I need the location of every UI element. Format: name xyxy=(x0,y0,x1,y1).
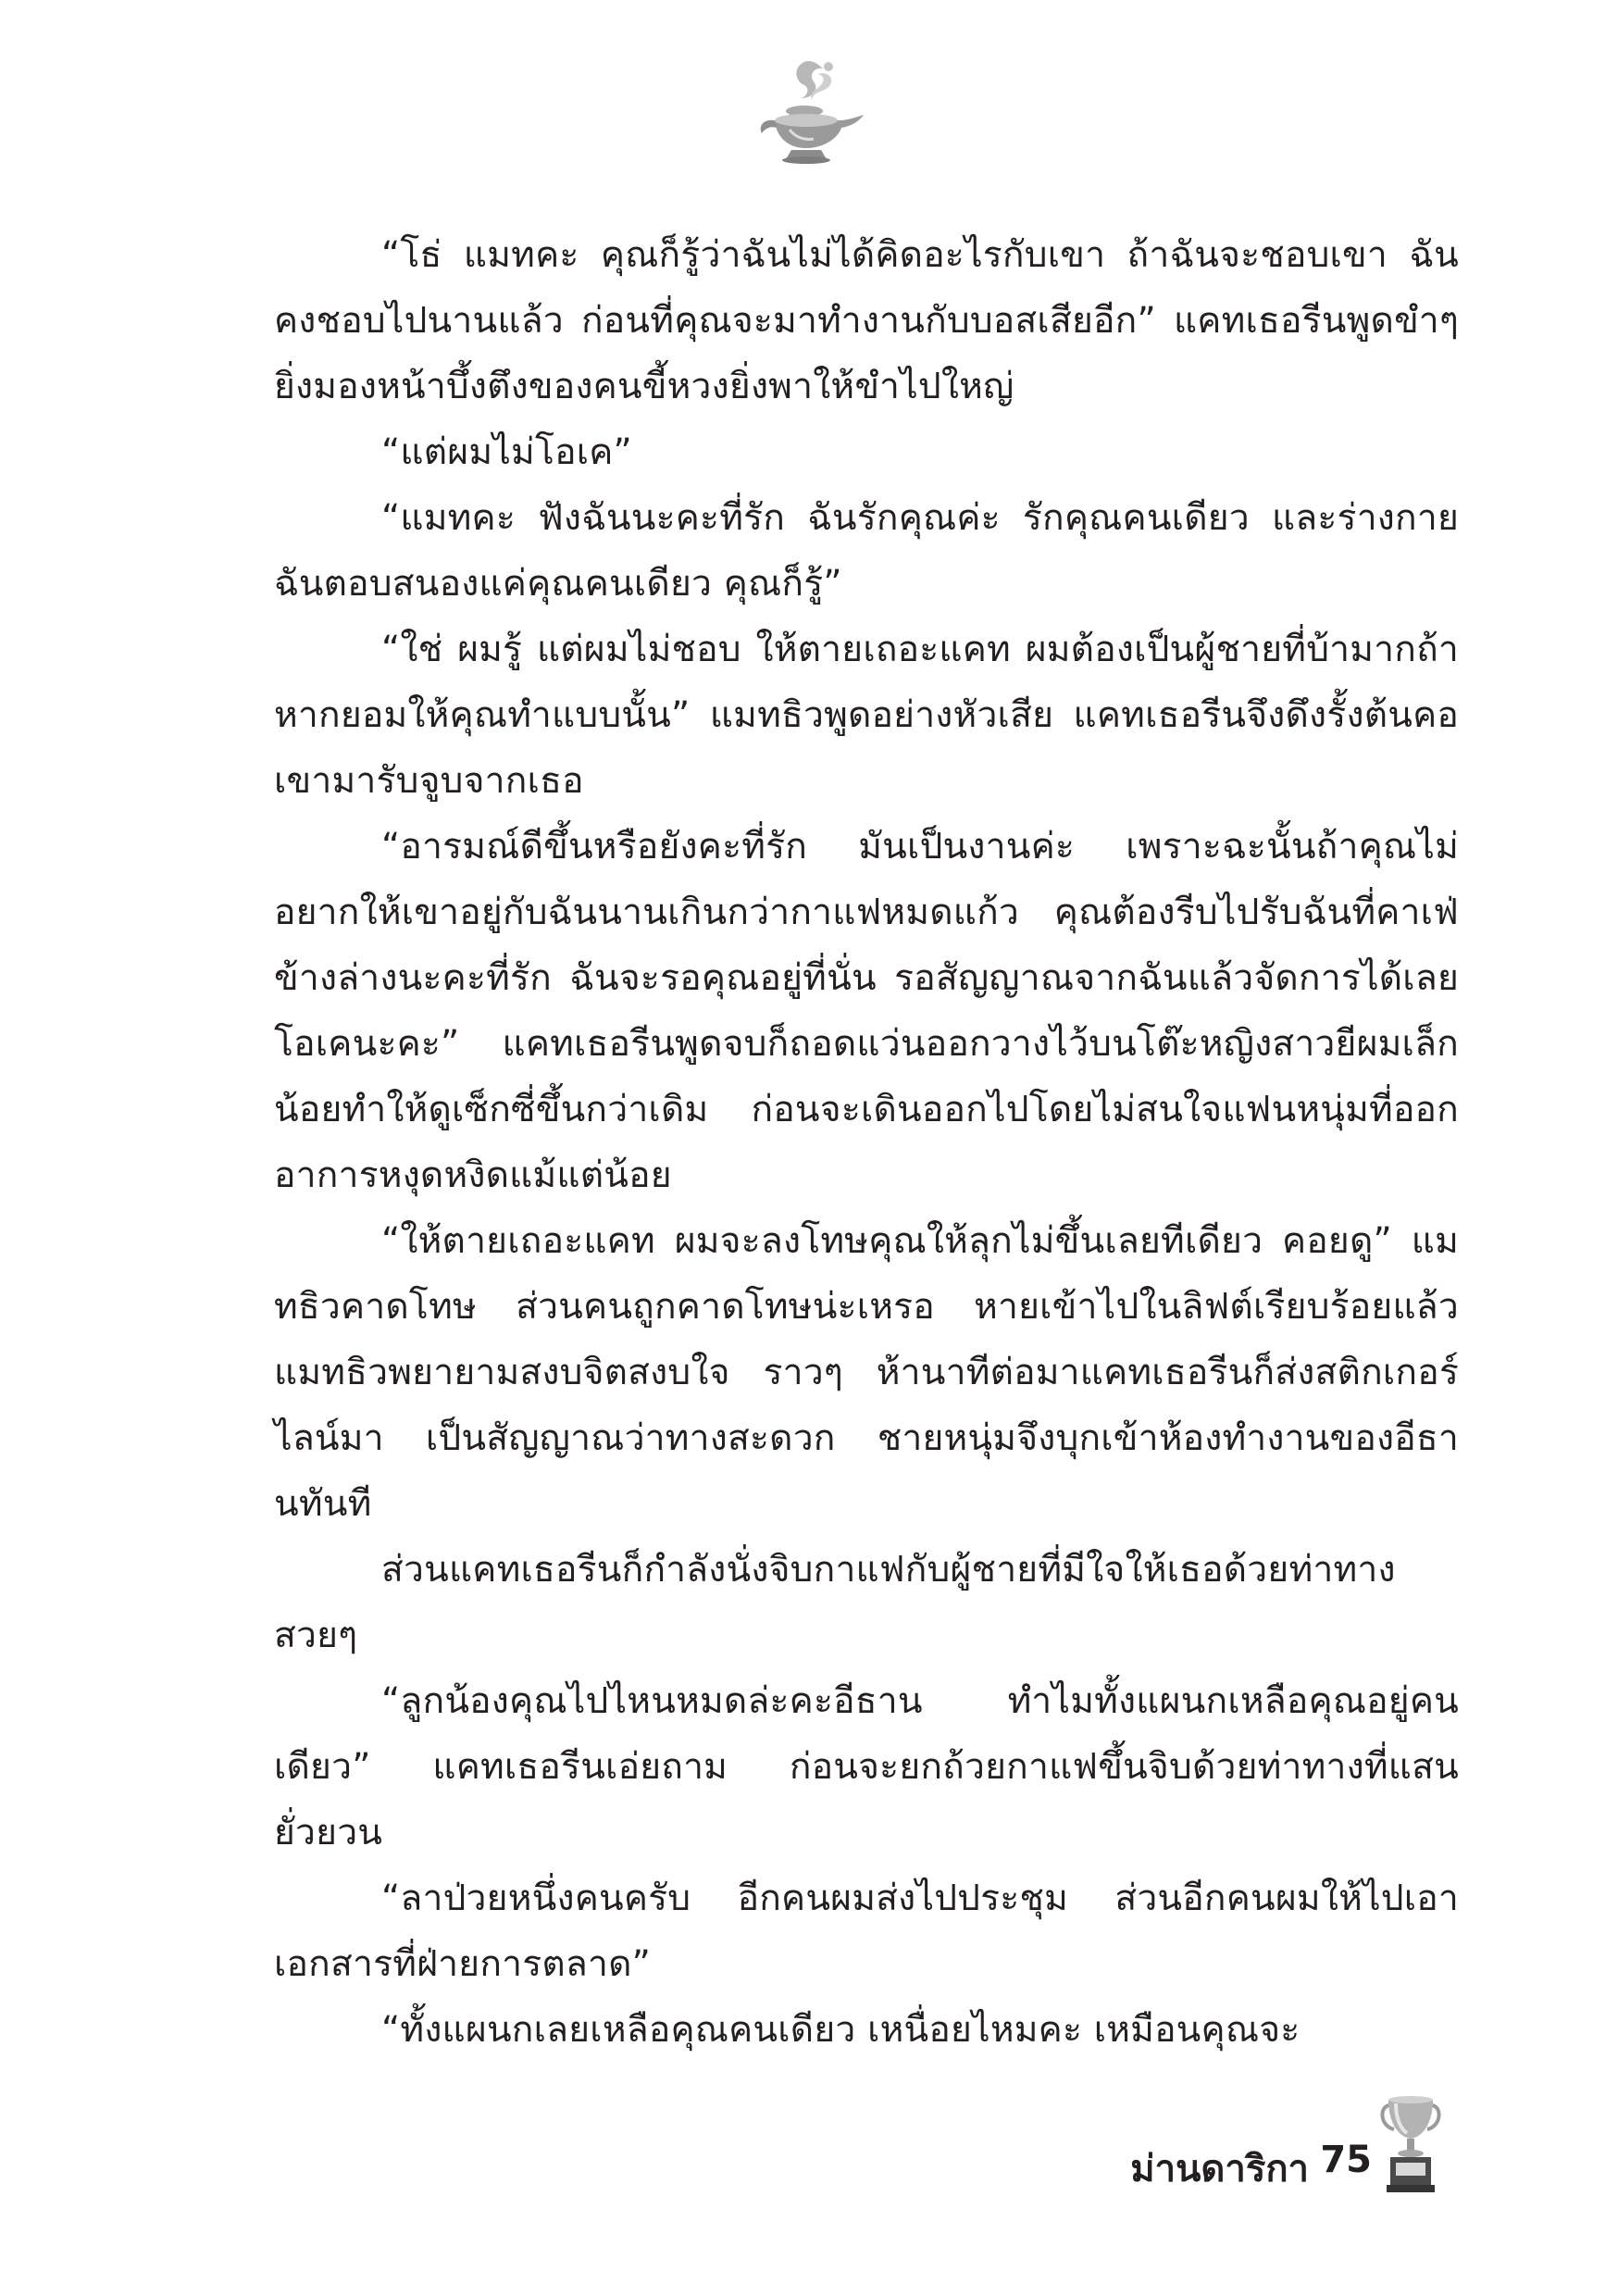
paragraph: “อารมณ์ดีขึ้นหรือยังคะที่รัก มันเป็นงานค่ะ เพราะฉะนั้นถ้าคุณไม่อยากให้เขาอยู่กับฉันนานเกินกว่ากาแฟหมดแก้ว คุณต้องรีบไปรับฉันที่คาเฟ่ข้างล่างนะคะที่รัก ฉันจะรอคุณอยู่ที่นั่น รอสัญญาณจากฉันแล้วจัดการได้เลย โอเคนะคะ” แคทเธอรีนพูดจบก็ถอดแว่นออกวางไว้บนโต๊ะหญิงสาวยีผมเล็กน้อยทำให้ดูเซ็กซี่ขึ้นกว่าเดิม ก่อนจะเดินออกไปโดยไม่สนใจแฟนหนุ่มที่ออกอาการหงุดหงิดแม้แต่น้อย xyxy=(274,826,1459,1196)
paragraph: “ให้ตายเถอะแคท ผมจะลงโทษคุณให้ลุกไม่ขึ้นเลยทีเดียว คอยดู” แมทธิวคาดโทษ ส่วนคนถูกคาดโทษน่ะเหรอ หายเข้าไปในลิฟต์เรียบร้อยแล้ว แมทธิวพยายามสงบจิตสงบใจ ราวๆ ห้านาทีต่อมาแคทเธอรีนก็ส่งสติกเกอร์ไลน์มา เป็นสัญญาณว่าทางสะดวก ชายหนุ่มจึงบุกเข้าห้องทำงานของอีธานทันที xyxy=(274,1220,1459,1525)
book-title: ม่านดาริกา xyxy=(1130,2148,1309,2190)
paragraph: “ทั้งแผนกเลยเหลือคุณคนเดียว เหนื่อยไหมคะ เหมือนคุณจะ xyxy=(381,2009,1301,2051)
paragraph: “แต่ผมไม่โอเค” xyxy=(381,431,632,473)
paragraph: “ลาป่วยหนึ่งคนครับ อีกคนผมส่งไปประชุม ส่วนอีกคนผมให้ไปเอาเอกสารที่ฝ่ายการตลาด” xyxy=(274,1878,1459,1985)
page-number: 75 xyxy=(1320,2139,1372,2181)
paragraph: “ลูกน้องคุณไปไหนหมดล่ะคะอีธาน ทำไมทั้งแผนกเหลือคุณอยู่คนเดียว” แคทเธอรีนเอ่ยถาม ก่อนจะยกถ้วยกาแฟขึ้นจิบด้วยท่าทางที่แสนยั่วยวน xyxy=(274,1680,1459,1853)
genie-lamp-icon xyxy=(749,54,869,174)
trophy-icon xyxy=(1377,2094,1444,2196)
paragraph: “โธ่ แมทคะ คุณก็รู้ว่าฉันไม่ได้คิดอะไรกับเขา ถ้าฉันจะชอบเขา ฉันคงชอบไปนานแล้ว ก่อนที่คุณจะมาทำงานกับบอสเสียอีก” แคทเธอรีนพูดขำๆ ยิ่งมองหน้าบึ้งตึงของคนขี้หวงยิ่งพาให้ขำไปใหญ่ xyxy=(274,234,1459,407)
paragraph: ส่วนแคทเธอรีนก็กำลังนั่งจิบกาแฟกับผู้ชายที่มีใจให้เธอด้วยท่าทางสวยๆ xyxy=(274,1549,1396,1656)
chapter-body xyxy=(274,222,1459,2063)
paragraph: “แมทคะ ฟังฉันนะคะที่รัก ฉันรักคุณค่ะ รักคุณคนเดียว และร่างกายฉันตอบสนองแค่คุณคนเดียว คุณก็รู้” xyxy=(274,497,1459,605)
page-footer xyxy=(1064,2094,1472,2205)
paragraph: “ใช่ ผมรู้ แต่ผมไม่ชอบ ให้ตายเถอะแคท ผมต้องเป็นผู้ชายที่บ้ามากถ้าหากยอมให้คุณทำแบบนั้น” แมทธิวพูดอย่างหัวเสีย แคทเธอรีนจึงดึงรั้งต้นคอเขามารับจูบจากเธอ xyxy=(274,629,1459,802)
